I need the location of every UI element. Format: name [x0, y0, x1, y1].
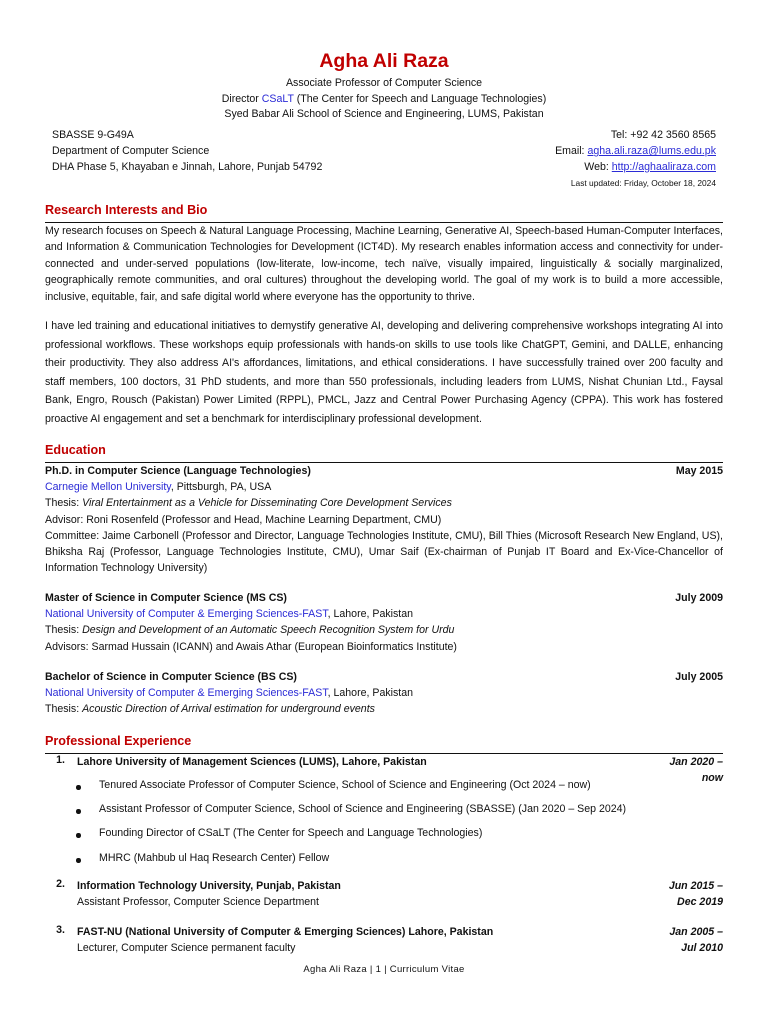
exp-2-num: 2.: [56, 878, 65, 890]
exp-2-date-start: Jun 2015 –: [668, 880, 723, 892]
web-line: [555, 159, 716, 175]
office: SBASSE 9-G49A: [52, 129, 134, 141]
ms-school-link[interactable]: National University of Computer & Emerging Sciences-FAST: [45, 608, 328, 621]
phd-date: May 2015: [675, 465, 723, 477]
contact-address: [52, 127, 322, 175]
exp-2-date-end: Dec 2019: [677, 896, 723, 908]
bullet-dot: [76, 785, 81, 790]
exp-3-org: FAST-NU (National University of Computer & Emerging Sciences) Lahore, Pakistan: [77, 926, 494, 938]
ms-location: , Lahore, Pakistan: [327, 608, 414, 621]
exp-3-body: [77, 924, 637, 956]
contact-info: [555, 127, 716, 191]
web-label: Web:: [584, 161, 612, 173]
education-heading: Education: [45, 443, 106, 457]
phd-school-link[interactable]: Carnegie Mellon University: [45, 481, 171, 494]
research-para-2: I have led training and educational initiatives to demystify generative AI, developing and delivering comprehensive workshops integrating AI into professional workflows. These workshops equip professionals with hands-on skills to use tools like ChatGPT, Gemini, and DALLE, enhancing their productivity. They also address AI's affordances, limitations, and ethical considerations. I have successfully trained over 200 faculty and staff members, 100 doctors, 31 PhD students, and more than 550 professionals, including leaders from LUMS, Nishat Chunian Ltd., Faysal Bank, Engro, Rousch (Pakistan) Power Limited (RPPL), PMCL, Jazz and Central Power Purchasing Agency (CPPA). This work has fostered proactive AI engagement and set a benchmark for interdisciplinary professional development.: [45, 320, 723, 425]
experience-item-2: [45, 878, 723, 912]
ms-thesis-title: Design and Development of an Automatic Speech Recognition System for Urdu: [82, 624, 455, 637]
exp-1-date-end: now: [701, 772, 723, 784]
department: Department of Computer Science: [52, 145, 210, 157]
research-para-1: My research focuses on Speech & Natural Language Processing, Machine Learning, Generative AI, Speech-based Human-Computer Interfaces, and Information & Communication Technologies for Development (ICT4D). My research enables information access and connectivity for under-connected and under-served populations (low-literate, low-income, tech naïve, visually impaired, linguistically & socially marginalized, geographically remote communities, and oral cultures) throughout the developing world. The goal of my work is to build a more accessible, inclusive, equitable, fair, and safe digital world where everyone has the opportunity to thrive.: [45, 225, 723, 303]
experience-item-3: [45, 924, 723, 958]
ms-entry: [45, 590, 723, 655]
bs-school-link[interactable]: National University of Computer & Emerging Sciences-FAST: [45, 687, 328, 700]
director-prefix: Director: [221, 92, 262, 105]
ms-date: July 2009: [675, 592, 723, 604]
bs-thesis-title: Acoustic Direction of Arrival estimation for underground events: [82, 703, 375, 716]
address: DHA Phase 5, Khayaban e Jinnah, Lahore, Punjab 54792: [52, 161, 323, 173]
ms-advisors: Advisors: Sarmad Hussain (ICANN) and Awais Athar (European Bioinformatics Institute): [45, 640, 457, 653]
exp-1-bullet-1-text: Tenured Associate Professor of Computer Science, School of Science and Engineering (Oct 2024 – now): [99, 779, 591, 791]
bs-date: July 2005: [675, 671, 723, 683]
exp-2-body: [77, 878, 637, 910]
phd-location: , Pittsburgh, PA, USA: [170, 481, 272, 494]
director-line: [0, 92, 768, 108]
phd-thesis: [45, 495, 723, 511]
last-updated: Last updated: Friday, October 18, 2024: [570, 178, 716, 188]
research-heading: Research Interests and Bio: [45, 203, 208, 217]
email-link[interactable]: agha.ali.raza@lums.edu.pk: [587, 145, 716, 157]
telephone: Tel: +92 42 3560 8565: [610, 129, 716, 141]
phd-advisor: Advisor: Roni Rosenfeld (Professor and Head, Machine Learning Department, CMU): [45, 513, 442, 526]
school-line: Syed Babar Ali School of Science and Engineering, LUMS, Pakistan: [224, 108, 544, 120]
phd-thesis-label: Thesis:: [45, 497, 83, 510]
bs-thesis: [45, 701, 723, 717]
exp-3-date-end: Jul 2010: [681, 942, 723, 954]
exp-2-role: Assistant Professor, Computer Science Department: [77, 896, 319, 908]
email-line: [555, 143, 716, 159]
exp-2-date: [669, 878, 723, 910]
ms-school-line: [45, 606, 723, 622]
email-label: Email:: [555, 145, 588, 157]
exp-1-bullet-2-text: Assistant Professor of Computer Science, School of Science and Engineering (SBASSE) (Jan 2020 – Sep 2024): [99, 803, 627, 815]
bullet-dot: [76, 858, 81, 863]
ms-thesis-label: Thesis:: [45, 624, 83, 637]
bs-degree: Bachelor of Science in Computer Science (BS CS): [45, 671, 297, 683]
web-link[interactable]: http://aghaaliraza.com: [611, 161, 716, 173]
bullet-dot: [76, 809, 81, 814]
cv-name: Agha Ali Raza: [319, 50, 449, 72]
exp-1-org: Lahore University of Management Sciences (LUMS), Lahore, Pakistan: [77, 756, 427, 768]
phd-degree: Ph.D. in Computer Science (Language Technologies): [45, 465, 311, 477]
exp-3-date: [669, 924, 723, 956]
phd-thesis-title: Viral Entertainment as a Vehicle for Disseminating Core Development Services: [82, 497, 452, 510]
header-lines: [0, 76, 768, 123]
exp-1-date-start: Jan 2020 –: [669, 756, 723, 768]
phd-entry: [45, 463, 723, 576]
bs-entry: [45, 669, 723, 718]
exp-1-bullet-4-text: MHRC (Mahbub ul Haq Research Center) Fellow: [99, 852, 330, 864]
bullet-dot: [76, 833, 81, 838]
ms-thesis: [45, 622, 723, 638]
page-footer: Agha Ali Raza | 1 | Curriculum Vitae: [303, 964, 465, 975]
exp-1-num: 1.: [56, 754, 65, 766]
exp-3-date-start: Jan 2005 –: [669, 926, 723, 938]
exp-3-role: Lecturer, Computer Science permanent faculty: [77, 942, 296, 954]
job-title: Associate Professor of Computer Science: [285, 77, 483, 89]
ms-degree: Master of Science in Computer Science (MS CS): [45, 592, 287, 604]
director-suffix: (The Center for Speech and Language Technologies): [293, 92, 547, 105]
experience-heading: Professional Experience: [45, 734, 192, 748]
phd-committee: Committee: Jaime Carbonell (Professor and Director, Language Technologies Institute, CMU), Bill Thies (Microsoft Research New England, US), Bhiksha Raj (Professor, Language Technologies Institute, CMU), Umar Saif (Ex-chairman of Punjab IT Board and Ex-Vice-Chancellor of Information Technology University): [45, 529, 723, 575]
exp-1-bullet-3-text: Founding Director of CSaLT (The Center for Speech and Language Technologies): [99, 827, 483, 839]
exp-1-date: [669, 754, 723, 786]
bs-location: , Lahore, Pakistan: [327, 687, 414, 700]
csalt-link[interactable]: CSaLT: [261, 92, 294, 105]
exp-3-num: 3.: [56, 924, 65, 936]
bs-school-line: [45, 685, 723, 701]
phd-school-line: [45, 479, 723, 495]
bs-thesis-label: Thesis:: [45, 703, 83, 716]
exp-2-org: Information Technology University, Punjab, Pakistan: [77, 880, 341, 892]
